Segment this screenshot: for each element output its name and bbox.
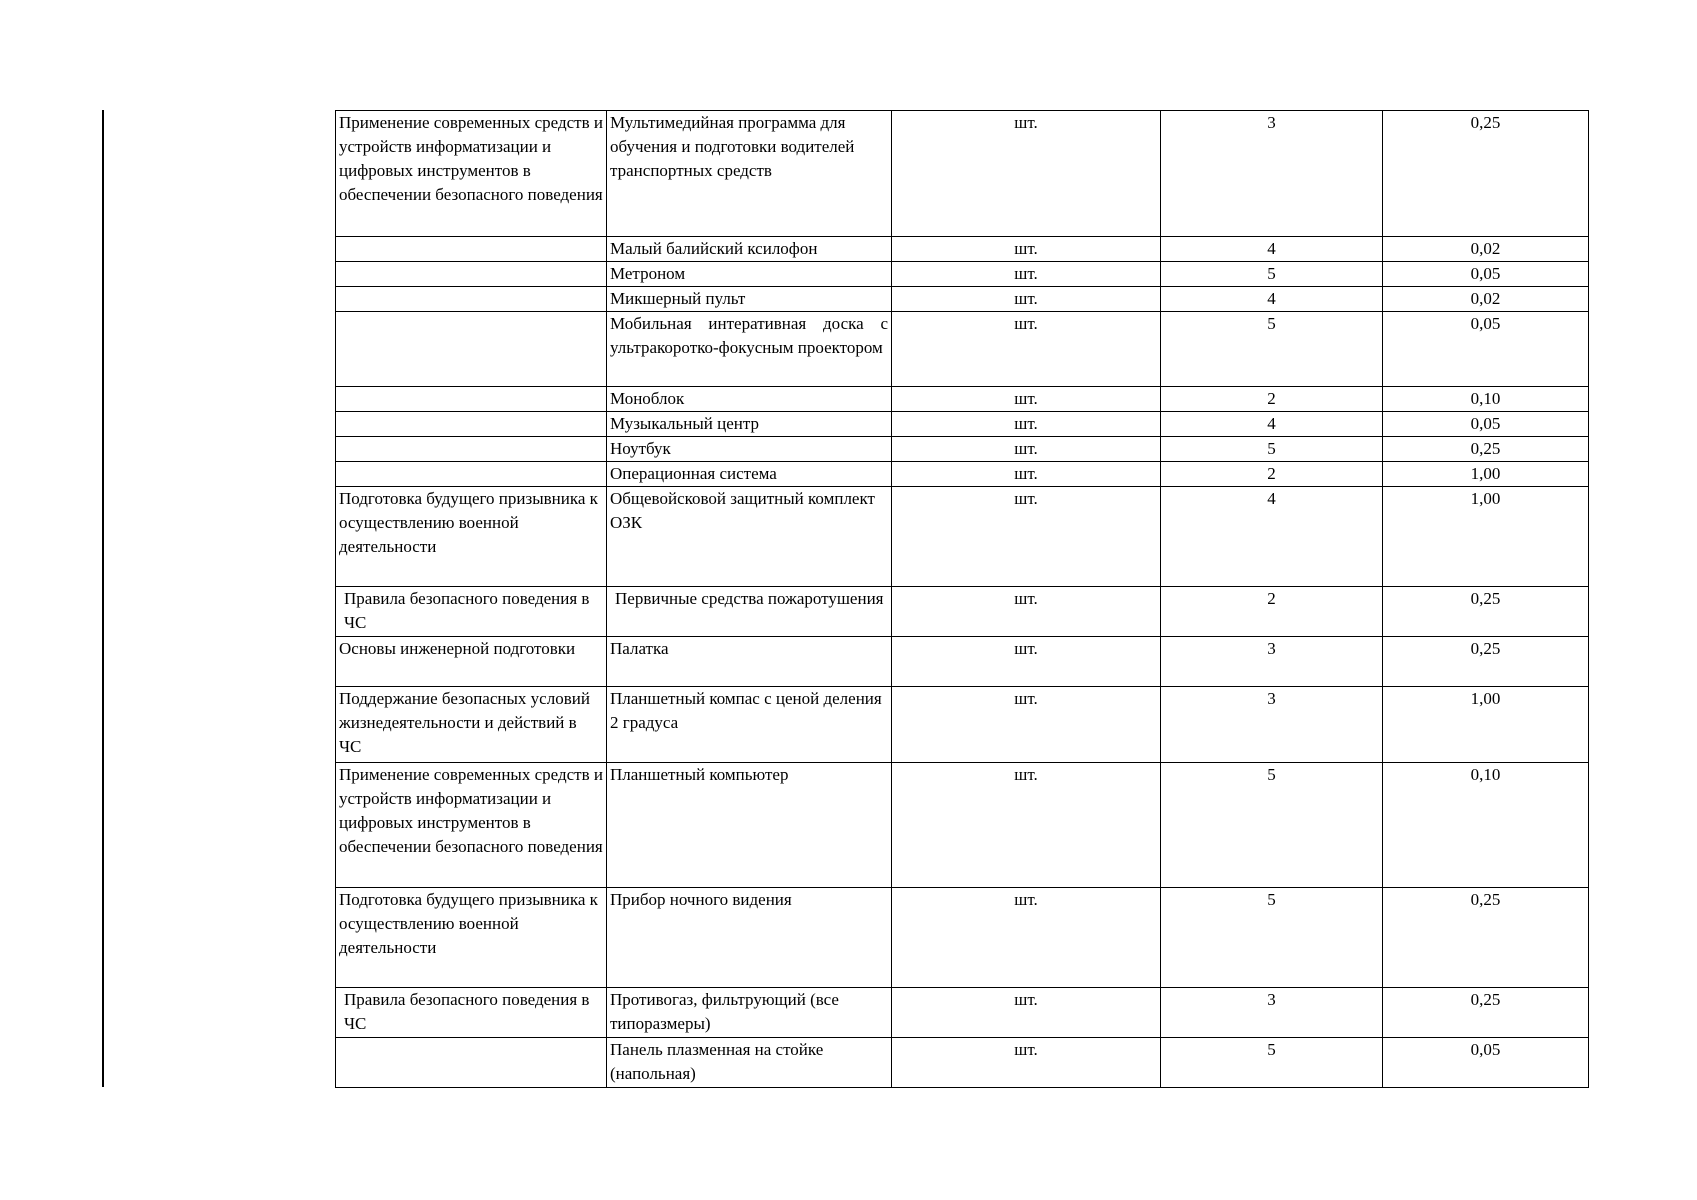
value-cell: 0,05: [1383, 412, 1589, 437]
unit-cell: шт.: [892, 237, 1161, 262]
item-name-cell: Метроном: [607, 262, 892, 287]
section-cell: [336, 287, 607, 312]
unit-cell: шт.: [892, 687, 1161, 763]
section-cell: [336, 1038, 607, 1088]
item-name-cell: Первичные средства пожаротушения: [607, 587, 892, 637]
item-name-cell: Ноутбук: [607, 437, 892, 462]
quantity-cell: 4: [1161, 487, 1383, 587]
item-name-cell: Противогаз, фильтрующий (все типоразмеры): [607, 988, 892, 1038]
unit-cell: шт.: [892, 262, 1161, 287]
section-cell: [336, 412, 607, 437]
value-cell: 0,10: [1383, 763, 1589, 888]
table-row: [336, 237, 1589, 262]
quantity-cell: 3: [1161, 637, 1383, 687]
table-row: [336, 487, 1589, 587]
value-cell: 0,05: [1383, 312, 1589, 387]
quantity-cell: 2: [1161, 387, 1383, 412]
table-row: [336, 111, 1589, 237]
quantity-cell: 2: [1161, 462, 1383, 487]
quantity-cell: 2: [1161, 587, 1383, 637]
section-cell: [336, 437, 607, 462]
quantity-cell: 5: [1161, 888, 1383, 988]
unit-cell: шт.: [892, 587, 1161, 637]
item-name-cell: Планшетный компьютер: [607, 763, 892, 888]
unit-cell: шт.: [892, 111, 1161, 237]
unit-cell: шт.: [892, 437, 1161, 462]
section-cell: Правила безопасного поведения в ЧС: [336, 988, 607, 1038]
section-cell: Основы инженерной подготовки: [336, 637, 607, 687]
unit-cell: шт.: [892, 763, 1161, 888]
unit-cell: шт.: [892, 1038, 1161, 1088]
quantity-cell: 3: [1161, 687, 1383, 763]
quantity-cell: 5: [1161, 312, 1383, 387]
quantity-cell: 5: [1161, 437, 1383, 462]
value-cell: 0,05: [1383, 262, 1589, 287]
section-cell: Поддержание безопасных условий жизнедеятельности и действий в ЧС: [336, 687, 607, 763]
quantity-cell: 5: [1161, 262, 1383, 287]
value-cell: 0,25: [1383, 437, 1589, 462]
value-cell: 0,10: [1383, 387, 1589, 412]
item-name-cell: Мультимедийная программа для обучения и подготовки водителей транспортных средств: [607, 111, 892, 237]
table-row: [336, 637, 1589, 687]
item-name-cell: Общевойсковой защитный комплект ОЗК: [607, 487, 892, 587]
value-cell: 1,00: [1383, 687, 1589, 763]
section-cell: [336, 387, 607, 412]
item-name-cell: Операционная система: [607, 462, 892, 487]
quantity-cell: 3: [1161, 988, 1383, 1038]
item-name-cell: Малый балийский ксилофон: [607, 237, 892, 262]
unit-cell: шт.: [892, 487, 1161, 587]
item-name-cell: Планшетный компас с ценой деления 2 градуса: [607, 687, 892, 763]
section-cell: Применение современных средств и устройств информатизации и цифровых инструментов в обеспечении безопасного поведения: [336, 763, 607, 888]
unit-cell: шт.: [892, 888, 1161, 988]
value-cell: 0,25: [1383, 111, 1589, 237]
item-name-cell: Прибор ночного видения: [607, 888, 892, 988]
item-name-cell: Мобильная интеративная доска с ультракоротко-фокусным проектором: [607, 312, 892, 387]
value-cell: 0,25: [1383, 587, 1589, 637]
item-name-cell: Моноблок: [607, 387, 892, 412]
value-cell: 0,25: [1383, 637, 1589, 687]
unit-cell: шт.: [892, 637, 1161, 687]
item-name-cell: Микшерный пульт: [607, 287, 892, 312]
section-cell: Правила безопасного поведения в ЧС: [336, 587, 607, 637]
item-name-cell: Палатка: [607, 637, 892, 687]
section-cell: Подготовка будущего призывника к осуществлению военной деятельности: [336, 487, 607, 587]
section-cell: [336, 312, 607, 387]
table-row: [336, 888, 1589, 988]
value-cell: 0,25: [1383, 888, 1589, 988]
table-row: [336, 412, 1589, 437]
value-cell: 1,00: [1383, 487, 1589, 587]
section-cell: [336, 262, 607, 287]
table-row: [336, 287, 1589, 312]
quantity-cell: 5: [1161, 763, 1383, 888]
table-row: [336, 262, 1589, 287]
section-cell: [336, 462, 607, 487]
unit-cell: шт.: [892, 412, 1161, 437]
value-cell: 0,02: [1383, 237, 1589, 262]
section-cell: Подготовка будущего призывника к осуществлению военной деятельности: [336, 888, 607, 988]
table-row: [336, 437, 1589, 462]
table-row: [336, 1038, 1589, 1088]
value-cell: 0,02: [1383, 287, 1589, 312]
table-row: [336, 763, 1589, 888]
quantity-cell: 4: [1161, 412, 1383, 437]
section-cell: [336, 237, 607, 262]
table-row: [336, 312, 1589, 387]
table-row: [336, 462, 1589, 487]
unit-cell: шт.: [892, 462, 1161, 487]
quantity-cell: 4: [1161, 287, 1383, 312]
item-name-cell: Музыкальный центр: [607, 412, 892, 437]
quantity-cell: 4: [1161, 237, 1383, 262]
value-cell: 0,25: [1383, 988, 1589, 1038]
value-cell: 0,05: [1383, 1038, 1589, 1088]
table-row: [336, 988, 1589, 1038]
value-cell: 1,00: [1383, 462, 1589, 487]
section-cell: Применение современных средств и устройств информатизации и цифровых инструментов в обеспечении безопасного поведения: [336, 111, 607, 237]
quantity-cell: 3: [1161, 111, 1383, 237]
equipment-table: [335, 110, 1589, 1088]
table-row: [336, 687, 1589, 763]
margin-rule: [102, 110, 104, 1087]
unit-cell: шт.: [892, 387, 1161, 412]
unit-cell: шт.: [892, 287, 1161, 312]
unit-cell: шт.: [892, 988, 1161, 1038]
quantity-cell: 5: [1161, 1038, 1383, 1088]
unit-cell: шт.: [892, 312, 1161, 387]
table-row: [336, 587, 1589, 637]
table-row: [336, 387, 1589, 412]
item-name-cell: Панель плазменная на стойке (напольная): [607, 1038, 892, 1088]
